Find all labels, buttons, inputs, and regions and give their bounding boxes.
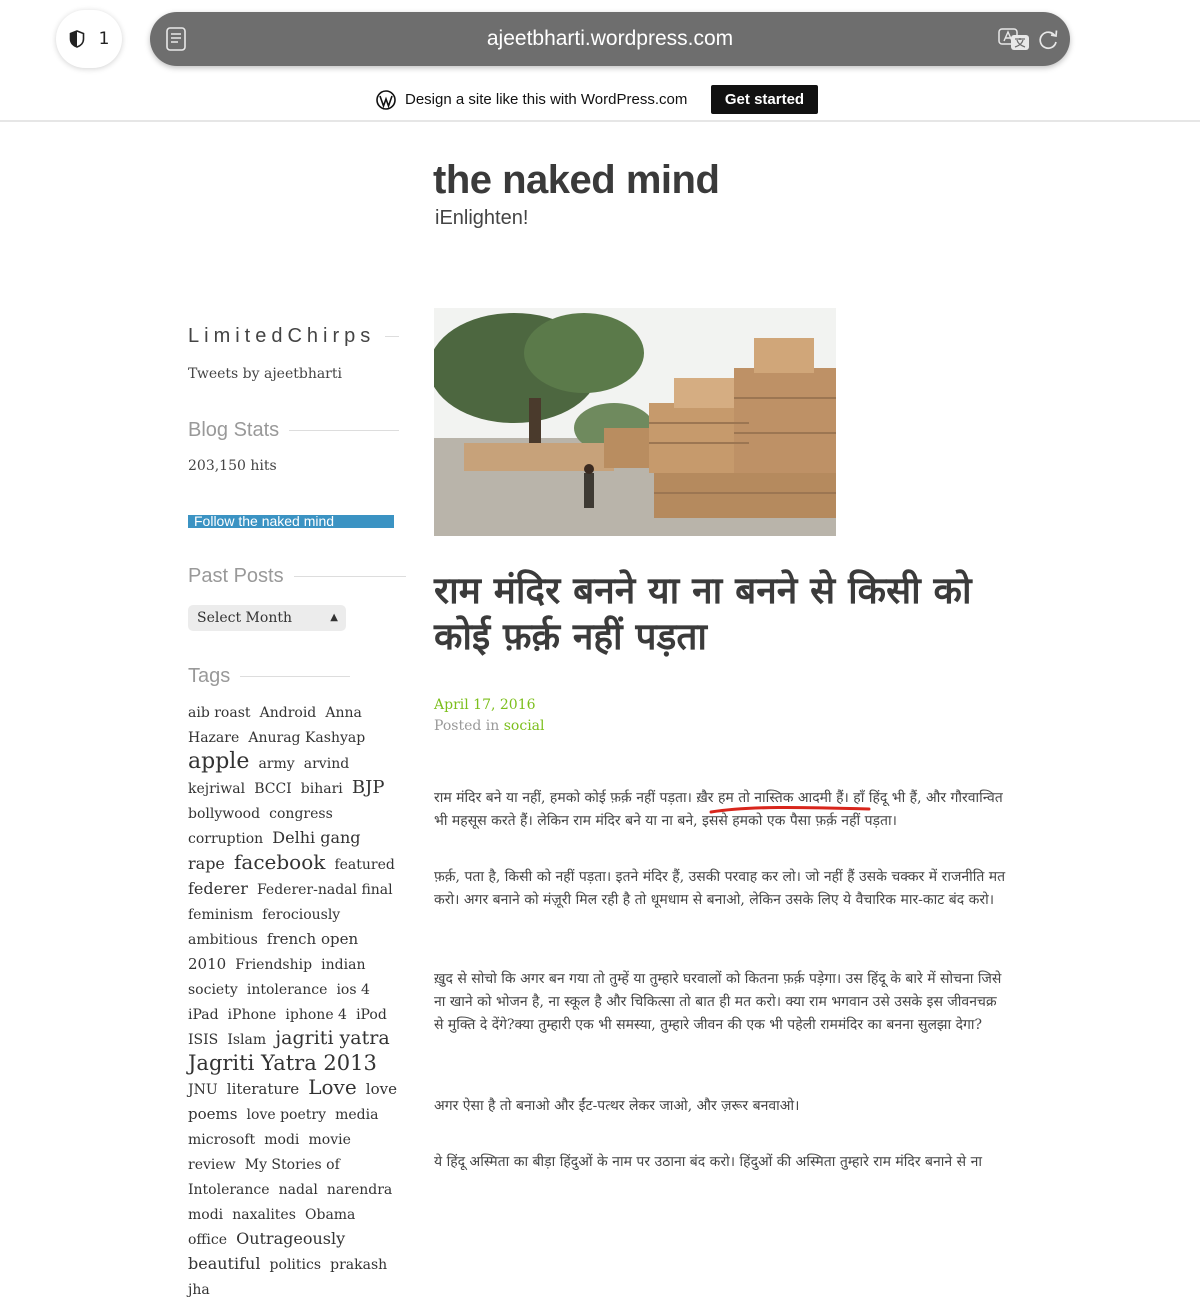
wordpress-logo-icon	[376, 90, 396, 110]
widget-title-limitedchirps	[188, 325, 399, 348]
translate-icon[interactable]	[998, 27, 1030, 51]
tag-link[interactable]: Friendship	[235, 957, 313, 973]
follow-button-label: Follow the naked mind	[194, 515, 335, 528]
tag-link[interactable]: arvind kejriwal	[188, 756, 350, 797]
tag-link[interactable]: iPod	[356, 1007, 387, 1023]
url-text: ajeetbharti.wordpress.com	[486, 27, 734, 50]
tag-link[interactable]: Obama	[305, 1207, 356, 1223]
archive-month-select[interactable]	[188, 605, 346, 631]
post-paragraph: ख़ुद से सोचो कि अगर बन गया तो तुम्हें या तुम्हारे घरवालों को कितना फ़र्क़ पड़ेगा। उस हिंदू के बारे में सोचना जिसे ना खाने को भोजन है, ना स्कूल है और चिकित्सा तो बात ही मत करो। क्या राम भगवान उसे उसके इस जीवनचक्र से मुक्ति दे देंगे?क्या तुम्हारी एक भी समस्या, तुम्हारे जीवन की एक भी पहेली राममंदिर का बनना सुलझा देगा?	[434, 971, 1002, 1033]
tag-link[interactable]: federer	[188, 879, 248, 898]
tag-link[interactable]: corruption	[188, 831, 264, 847]
widget-title-divider	[385, 336, 399, 337]
select-chevron-icon: ▲	[330, 612, 338, 623]
hit-count: 203,150 hits	[188, 458, 277, 474]
widget-title-blog-stats	[188, 419, 399, 442]
reload-icon[interactable]	[1038, 27, 1060, 51]
tag-link[interactable]: french open 2010	[188, 930, 359, 973]
tag-link[interactable]: jagriti yatra	[275, 1027, 390, 1049]
widget-title-text: Blog Stats	[188, 419, 280, 441]
post-featured-image	[434, 308, 836, 536]
wordpress-banner-text: Design a site like this with WordPress.com	[405, 91, 688, 108]
widget-title-text: Tags	[188, 665, 231, 687]
tag-link[interactable]: My Stories of Intolerance	[188, 1157, 340, 1198]
post-category-link[interactable]: social	[503, 718, 545, 734]
tag-link[interactable]: iPad	[188, 1007, 219, 1023]
tabs-button[interactable]	[56, 10, 122, 68]
tag-link[interactable]: feminism	[188, 907, 254, 923]
tag-link[interactable]: Love	[308, 1075, 357, 1099]
tab-count: 1	[98, 29, 110, 49]
post-paragraph: ये हिंदू अस्मिता का बीड़ा हिंदुओं के नाम पर उठाना बंद करो। हिंदुओं की अस्मिता तुम्हारे राम मंदिर बनाने से ना	[434, 1154, 982, 1170]
widget-title-divider	[289, 430, 399, 431]
tag-link[interactable]: prakash jha	[188, 1257, 388, 1298]
tag-link[interactable]: army	[258, 756, 295, 772]
red-underline-annotation	[709, 804, 871, 818]
tag-link[interactable]: love poems	[188, 1080, 397, 1123]
follow-blog-button[interactable]	[188, 515, 394, 528]
tag-link[interactable]: bihari	[300, 781, 343, 797]
tag-link[interactable]: bollywood	[188, 806, 261, 822]
post-title[interactable]: राम मंदिर बनने या ना बनने से किसी को कोई फ़र्क़ नहीं पड़ता	[434, 569, 972, 658]
post-paragraph: फ़र्क़, पता है, किसी को नहीं पड़ता। इतने मंदिर हैं, उसकी परवाह कर लो। जो नहीं हैं उसके चक्कर में राजनीति मत करो। अगर बनाने को मंज़ूरी मिल रही है तो धूमधाम से बनाओ, लेकिन उसके लिए ये वैचारिक मार-काट बंद करो।	[434, 869, 1006, 908]
tag-link[interactable]: Jagriti Yatra 2013	[188, 1051, 377, 1075]
tag-link[interactable]: ios 4	[336, 982, 370, 998]
tag-link[interactable]: ferociously ambitious	[188, 907, 341, 948]
tag-link[interactable]: movie review	[188, 1132, 351, 1173]
posted-in-label: Posted in	[434, 718, 500, 734]
select-value: Select Month	[197, 610, 292, 626]
tag-link[interactable]: Federer-nadal final	[256, 882, 393, 898]
tweets-link[interactable]: Tweets by ajeetbharti	[188, 366, 342, 382]
tag-link[interactable]: aib roast	[188, 705, 251, 721]
tag-cloud	[188, 700, 400, 1302]
tag-link[interactable]: indian society	[188, 957, 366, 998]
tag-link[interactable]: BJP	[351, 777, 385, 798]
widget-title-text: Past Posts	[188, 565, 284, 587]
post-date[interactable]: April 17, 2016	[434, 697, 536, 713]
tag-link[interactable]: media	[335, 1107, 379, 1123]
tag-link[interactable]: politics	[269, 1257, 322, 1273]
tag-link[interactable]: love poetry	[246, 1107, 326, 1123]
get-started-button[interactable]: Get started	[711, 85, 818, 114]
tag-link[interactable]: narendra modi	[188, 1182, 393, 1223]
tag-link[interactable]: Outrageously beautiful	[188, 1229, 346, 1273]
tag-link[interactable]: Delhi gang rape	[188, 828, 361, 873]
tag-link[interactable]: office	[188, 1232, 227, 1248]
site-description: iEnlighten!	[435, 207, 529, 229]
tag-link[interactable]: congress	[269, 806, 333, 822]
tag-link[interactable]: Islam	[227, 1032, 267, 1048]
site-title[interactable]: the naked mind	[433, 158, 720, 202]
widget-title-tags	[188, 665, 350, 688]
post-category-line	[434, 718, 545, 734]
widget-title-divider	[294, 576, 406, 577]
tag-link[interactable]: ISIS	[188, 1032, 219, 1048]
widget-title-past-posts	[188, 565, 406, 588]
privacy-shield-icon	[69, 30, 85, 48]
tag-link[interactable]: Android	[259, 705, 317, 721]
tag-link[interactable]: modi	[264, 1132, 300, 1148]
widget-title-divider	[240, 676, 350, 677]
wordpress-banner	[0, 80, 1200, 122]
tag-link[interactable]: intolerance	[246, 982, 328, 998]
tag-link[interactable]: iPhone	[227, 1007, 277, 1023]
tag-link[interactable]: BCCI	[254, 781, 292, 797]
address-bar[interactable]	[150, 12, 1070, 66]
tag-link[interactable]: JNU	[188, 1082, 218, 1098]
post-paragraph: अगर ऐसा है तो बनाओ और ईंट-पत्थर लेकर जाओ, और ज़रूर बनवाओ।	[434, 1098, 800, 1114]
tag-link[interactable]: microsoft	[188, 1132, 256, 1148]
tag-link[interactable]: naxalites	[232, 1207, 296, 1223]
tag-link[interactable]: Anna Hazare	[188, 705, 362, 746]
tag-link[interactable]: iphone 4	[285, 1007, 347, 1023]
tag-link[interactable]: literature	[226, 1080, 300, 1098]
tag-link[interactable]: facebook	[234, 850, 326, 874]
post-paragraph: राम मंदिर बने या नहीं, हमको कोई फ़र्क़ नहीं पड़ता। ख़ैर हम तो नास्तिक आदमी हैं। हाँ हिंदू भी हैं, और गौरवान्वित भी महसूस करते हैं। लेकिन राम मंदिर बने या ना बने, इससे हमको एक पैसा फ़र्क़ नहीं पड़ता।	[434, 790, 1003, 829]
tag-link[interactable]: apple	[188, 749, 250, 774]
tag-link[interactable]: nadal	[278, 1182, 318, 1198]
widget-title-text: LimitedChirps	[188, 325, 376, 347]
tag-link[interactable]: Anurag Kashyap	[248, 730, 366, 746]
tag-link[interactable]: featured	[334, 857, 395, 873]
